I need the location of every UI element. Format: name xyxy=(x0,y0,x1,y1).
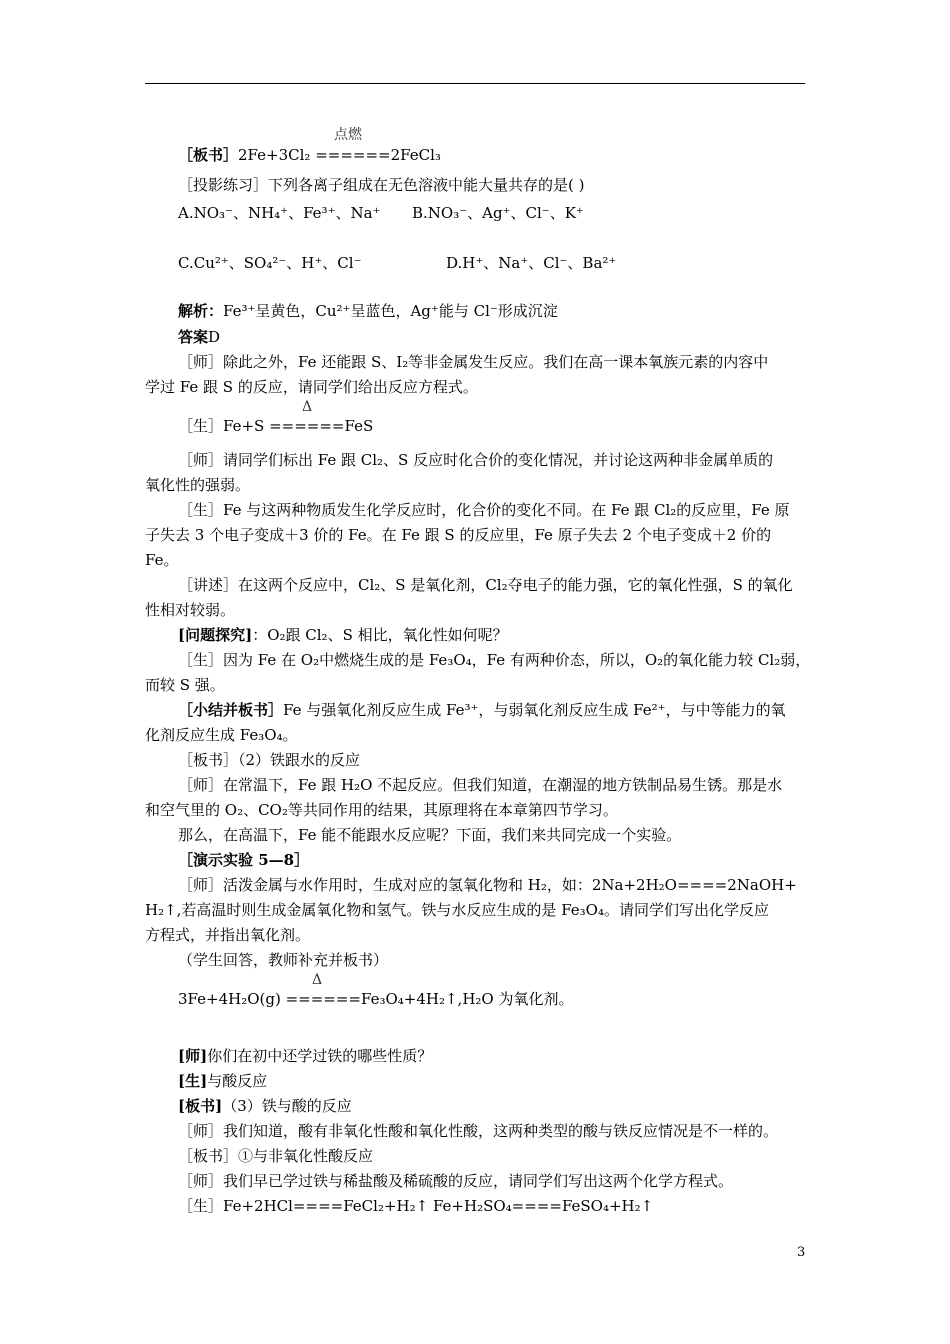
equation-fe-water: 3Fe+4H₂O(g) ======Fe₃O₄+4H₂↑,H₂O 为氧化剂。 xyxy=(178,990,574,1008)
label-student: [生] xyxy=(178,1072,208,1090)
text-line: 子失去 3 个电子变成＋3 价的 Fe。在 Fe 跟 S 的反应里，Fe 原子失去 2 个电子变成＋2 价的 xyxy=(145,526,772,544)
text-line: ［生］Fe+2HCl====FeCl₂+H₂↑ Fe+H₂SO₄====FeSO₄+H₂↑ xyxy=(178,1197,654,1215)
reaction-condition-heat: Δ xyxy=(302,399,313,415)
text-line: 和空气里的 O₂、CO₂等共同作用的结果，其原理将在本章第四节学习。 xyxy=(145,801,618,819)
text-line: [生]与酸反应 xyxy=(178,1072,268,1090)
label-blackboard: [板书] xyxy=(178,1097,223,1115)
label-analysis: 解析： xyxy=(178,302,224,320)
text-line xyxy=(178,148,441,163)
text-line: [问题探究]：O₂跟 Cl₂、S 相比，氧化性如何呢？ xyxy=(178,626,508,644)
header-rule xyxy=(145,83,805,84)
option-c: C.Cu²⁺、SO₄²⁻、H⁺、Cl⁻ xyxy=(178,254,362,272)
text-line: 解析：Fe³⁺呈黄色，Cu²⁺呈蓝色，Ag⁺能与 Cl⁻形成沉淀 xyxy=(178,302,558,320)
text-line: ［板书］①与非氧化性酸反应 xyxy=(178,1147,374,1165)
text-line: 性相对较弱。 xyxy=(145,601,236,619)
text-line: 答案D xyxy=(178,328,221,346)
text-line: [板书]（3）铁与酸的反应 xyxy=(178,1097,352,1115)
option-a: A.NO₃⁻、NH₄⁺、Fe³⁺、Na⁺ xyxy=(178,204,381,222)
label-blackboard: ［板书］ xyxy=(178,146,239,164)
text-line: ［讲述］在这两个反应中，Cl₂、S 是氧化剂，Cl₂夺电子的能力强，它的氧化性强，S 的氧化 xyxy=(178,576,793,594)
text-line: 而较 S 强。 xyxy=(145,676,225,694)
text-line: 氧化性的强弱。 xyxy=(145,476,251,494)
equation-fe-cl2: 2Fe+3Cl₂ ======2FeCl₃ xyxy=(238,146,441,164)
text-line: ［师］我们早已学过铁与稀盐酸及稀硫酸的反应，请同学们写出这两个化学方程式。 xyxy=(178,1172,734,1190)
equation-fe-s: Fe+S ======FeS xyxy=(223,417,374,435)
label-teacher: [师] xyxy=(178,1047,208,1065)
label-demo-experiment: ［演示实验 5—8］ xyxy=(178,851,310,869)
option-b: B.NO₃⁻、Ag⁺、Cl⁻、K⁺ xyxy=(412,204,584,222)
text-line: ［师］在常温下，Fe 跟 H₂O 不起反应。但我们知道，在潮湿的地方铁制品易生锈。那是水 xyxy=(178,776,783,794)
page-number: 3 xyxy=(797,1245,806,1260)
text-line: [师]你们在初中还学过铁的哪些性质？ xyxy=(178,1047,433,1065)
label-inquiry: [问题探究] xyxy=(178,626,253,644)
text-line: ［师］活泼金属与水作用时，生成对应的氢氧化物和 H₂，如：2Na+2H₂O====2NaOH+ xyxy=(178,876,797,894)
reaction-condition-heat: Δ xyxy=(312,972,323,988)
text-line: 化剂反应生成 Fe₃O₄。 xyxy=(145,726,298,744)
text-line: ［生］Fe 与这两种物质发生化学反应时，化合价的变化不同。在 Fe 跟 Cl₂的反应里，Fe 原 xyxy=(178,501,790,519)
text-line: （学生回答，教师补充并板书） xyxy=(178,951,389,969)
text-line: 方程式，并指出氧化剂。 xyxy=(145,926,311,944)
text-line: ［生］Fe+S ======FeS xyxy=(178,417,374,435)
text-line: 学过 Fe 跟 S 的反应，请同学们给出反应方程式。 xyxy=(145,378,478,396)
label-summary: ［小结并板书］ xyxy=(178,701,284,719)
text-line: ［师］我们知道，酸有非氧化性酸和氧化性酸，这两种类型的酸与铁反应情况是不一样的。 xyxy=(178,1122,779,1140)
option-d: D.H⁺、Na⁺、Cl⁻、Ba²⁺ xyxy=(446,254,617,272)
text-line: Fe。 xyxy=(145,551,179,569)
text-line: ［投影练习］下列各离子组成在无色溶液中能大量共存的是( ) xyxy=(178,176,585,194)
text-line: ［师］请同学们标出 Fe 跟 Cl₂、S 反应时化合价的变化情况，并讨论这两种非金属单质的 xyxy=(178,451,774,469)
text-line: H₂↑,若高温时则生成金属氧化物和氢气。铁与水反应生成的是 Fe₃O₄。请同学们写出化学反应 xyxy=(145,901,769,919)
label-answer: 答案 xyxy=(178,328,209,346)
text-line: ［师］除此之外，Fe 还能跟 S、I₂等非金属发生反应。我们在高一课本氧族元素的内容中 xyxy=(178,353,769,371)
text-line: ［小结并板书］Fe 与强氧化剂反应生成 Fe³⁺，与弱氧化剂反应生成 Fe²⁺，与中等能力的氧 xyxy=(178,701,786,719)
text-line: 那么，在高温下，Fe 能不能跟水反应呢？下面，我们来共同完成一个实验。 xyxy=(178,826,682,844)
text-line: ［生］因为 Fe 在 O₂中燃烧生成的是 Fe₃O₄，Fe 有两种价态，所以，O₂的氧化能力较 Cl₂弱， xyxy=(178,651,811,669)
reaction-condition-ignite: 点燃 xyxy=(334,127,362,143)
text-line: ［板书］（2）铁跟水的反应 xyxy=(178,751,361,769)
